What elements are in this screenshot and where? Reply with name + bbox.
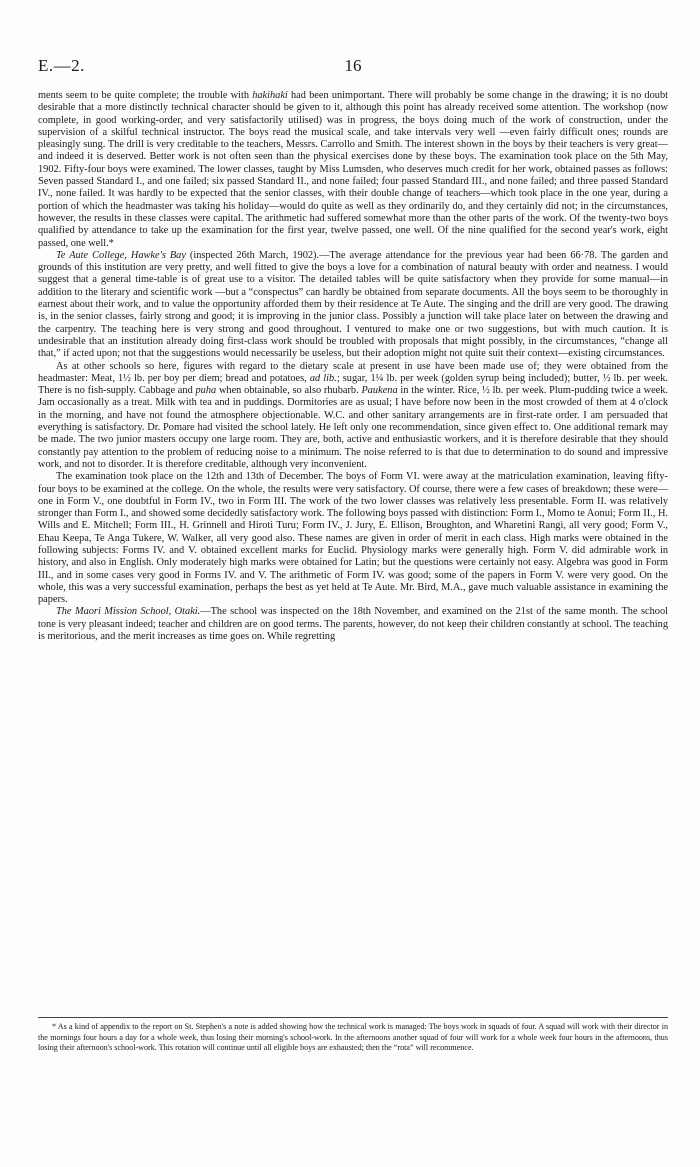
footnote <box>38 1022 668 1054</box>
report-body <box>38 90 668 643</box>
text-segment: As at other schools so here, figures with regard to the dietary scale at present in use have been made use of; they were obtained from the headmaster: Meat, 1½ lb. per boy per diem; bread and potatoes, <box>38 360 668 384</box>
text-segment: had been unimportant. There will probably be some change in the drawing; it is no doubt desirable that a more distinctly technical character should be given to it, although this point has already received some attention. The workshop (now complete, in good working-order, and very satisfactorily utilised) was in progress, the boys doing much of the work of construction, under the supervision of a skilful technical instructor. The boys read the musical scale, and take intervals very well —even fairly difficult ones; rounds are pleasingly sung. The drill is very creditable to the teachers, Messrs. Carrollo and Smith. The interest shown in the boys by their teachers is very great—and indeed it is deserved. Better work is not often seen than the physical exercises done by these boys. The examination took place on the 5th May, 1902. Fifty-four boys were examined. The lower classes, taught by Miss Lumsden, who deserves much credit for her work, obtained passes as follows: Seven passed Standard I., and one failed; six passed Standard II., and none failed; four passed Standard III., and none failed; and three passed Standard IV., none failed. It was hardly to be expected that the senior classes, with their double change of teachers—which took place in the one year, during a portion of which the headmaster was taking his holiday—would do quite as well as they ordinarily do, and they certainly did not; in the circumstances, however, the results in these classes were capital. The arithmetic had suffered somewhat more than the other parts of the work. Of the twenty-two boys qualified by attendance to take up the examination for the first year, twelve passed, one well. Of the nine qualified for the second year's work, eight passed, one well.* <box>38 90 668 249</box>
text-segment: The examination took place on the 12th and 13th of December. The boys of Form VI. were away at the matriculation examination, leaving fifty-four boys to be examined at the college. On the whole, the results were very satisfactory. Of course, there were a few cases of breakdown; these were—one in Form V., one doubtful in Form IV., two in Form III. The work of the two lower classes was relatively less presentable. Form II. was relatively stronger than Form I., and showed some decidedly satisfactory work. The following boys passed with distinction: Form I., Momo te Aonui; Form II., H. Wills and E. Mitchell; Form III., H. Grinnell and Hiroti Turu; Form IV., J. Jury, E. Ellison, Broughton, and Wharetini Rangi, all very good; Form V., Ehau Keepa, Te Anga Tukere, W. Walker, all very good also. These names are given in order of merit in each class. High marks were obtained in the following subjects: Forms IV. and V. obtained excellent marks for Euclid. Physiology marks were generally high. Form V. did admirable work in history, and also in English. Only moderately high marks were obtained for Latin; but the questions were certainly not easy. Algebra was good in Form III., and in some cases very good in Forms IV. and V. The arithmetic of Form IV. was good; some of the papers in Form V. were very good. On the whole, this was a very successful examination, perhaps the best as yet held at Te Aute. Mr. Bird, M.A., gave much valuable assistance in examining the papers. <box>38 471 668 606</box>
paragraph-st-stephens-continued <box>38 90 668 250</box>
text-segment: Paukena <box>361 385 398 397</box>
text-segment: ad lib. <box>309 372 337 384</box>
page-header <box>38 56 668 80</box>
section-heading: The Maori Mission School, Otaki. <box>56 606 201 618</box>
text-segment: in the winter. Rice, ½ lb. per week. Plum-pudding twice a week. Jam occasionally as a treat. Milk with tea and in puddings. Dormitories are as usual; I have before now been in the most crowded of them at 4 o'clock in the morning, and have not found the atmosphere objectionable. W.C. and other sanitary arrangements are in first-rate order. I am persuaded that everything is satisfactory. Dr. Pomare had visited the school lately. He left only one recommendation, since given effect to. One additional remark may be made. The two junior masters occupy one large room. They are, both, active and enthusiastic workers, and it is therefore desirable that they should constantly pay attention to the problem of reducing noise to a minimum. The noise referred to is that due to determination to do sound and impressive work, and not to disorder. It is therefore creditable, although very inconvenient. <box>38 385 669 470</box>
page-number: 16 <box>344 56 362 75</box>
text-segment: —The school was inspected on the 18th November, and examined on the 21st of the same month. The school tone is very pleasant indeed; teacher and children are on good terms. The parents, however, do not keep their children constantly at school. The teaching is meritorious, and the merit increases as time goes on. While regretting <box>38 606 668 643</box>
paragraph-examination <box>38 471 668 606</box>
text-segment: when obtainable, so also rhubarb. <box>216 385 362 397</box>
footnote-text: * As a kind of appendix to the report on St. Stephen's a note is added showing how the technical work is managed: The boys work in squads of four. A squad will work with their director in the mornings four hours a day for a whole week, thus losing their morning's school-work. In the afternoons another squad of four will work for a whole week four hours in the afternoons, thus losing their afternoon's school-work. This rotation will continue until all eligible boys are exhausted; then the “rota” will recommence. <box>38 1022 668 1053</box>
footnote-divider <box>38 1017 668 1018</box>
paragraph-maori-mission-school <box>38 606 668 643</box>
paragraph-dietary-scale <box>38 361 668 472</box>
text-segment: ; sugar, 1¼ lb. per week (golden syrup being included); butter, ½ lb. per week. There is no fish-supply. Cabbage and <box>38 372 668 397</box>
text-segment: ments seem to be quite complete; the trouble with <box>38 90 253 101</box>
document-reference: E.—2. <box>38 56 85 75</box>
text-segment: hakihaki <box>252 90 288 101</box>
text-segment: puha <box>195 385 217 397</box>
text-segment: (inspected 26th March, 1902).—The average attendance for the previous year had been 66·78. The garden and grounds of this institution are very pretty, and well fitted to give the boys a love for a combination of natural beauty with order and neatness. I would suggest that a general time-table is of great use to a visitor. The detailed tables will be quite satisfactory when they provide for some manual—in addition to the literary and scientific work —but a “conspectus” can hardly be obtained from separate documents. All the boys seem to be thoroughly in earnest about their work, and to value the opportunity afforded them by their residence at Te Aute. The singing and the drill are very good. The drawing is, in the senior classes, fairly strong and good; it is improving in the junior class. Possibly a junction will take place later on between the drawing and the carpentry. The teaching here is very strong and good throughout. I ventured to make one or two suggestions, but with much caution. It is undesirable that an institution already doing first-class work should be troubled with proposals that might possibly, in the circumstances, “change all that,” if acted upon; not that the suggestions would necessarily be useless, but their adoption might not quite suit their context—existing circumstances. <box>38 249 668 360</box>
paragraph-te-aute-college <box>38 250 668 361</box>
section-heading: Te Aute College, Hawke's Bay <box>56 249 186 261</box>
